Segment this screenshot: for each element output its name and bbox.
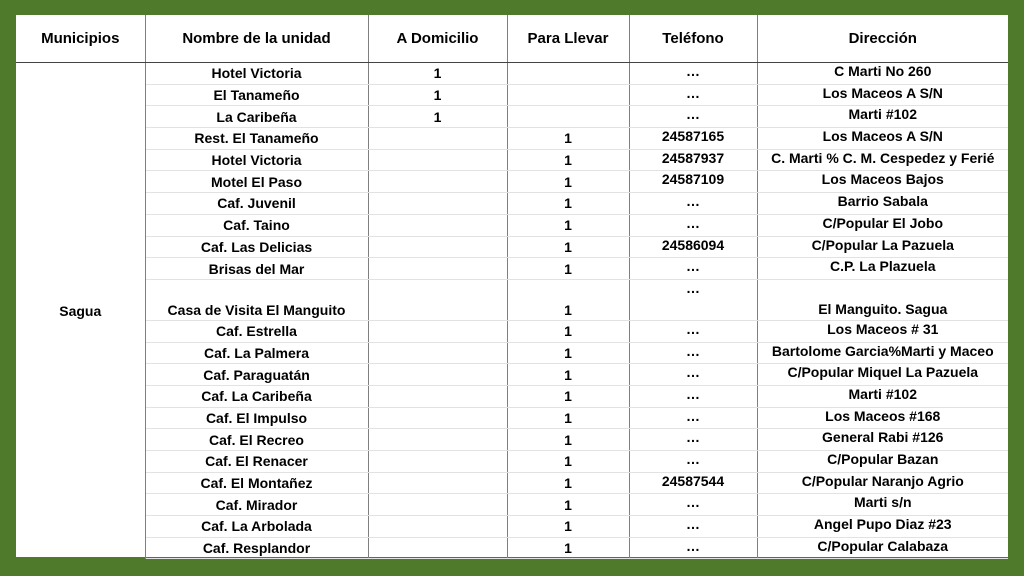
direccion-cell: El Manguito. Sagua (757, 279, 1008, 320)
domicilio-cell (368, 451, 507, 473)
domicilio-cell (368, 128, 507, 150)
table-row (16, 342, 1008, 364)
direccion-cell: Los Maceos Bajos (757, 171, 1008, 193)
nombre-cell: Caf. Estrella (145, 320, 368, 342)
table-row (16, 236, 1008, 258)
telefono-cell: … (629, 385, 757, 407)
nombre-cell: Caf. La Arbolada (145, 516, 368, 538)
header-direccion: Dirección (757, 15, 1008, 63)
domicilio-cell (368, 320, 507, 342)
telefono-cell: … (629, 193, 757, 215)
nombre-cell: La Caribeña (145, 106, 368, 128)
direccion-cell: Barrio Sabala (757, 193, 1008, 215)
table-row (16, 451, 1008, 473)
direccion-cell: Angel Pupo Diaz #23 (757, 516, 1008, 538)
direccion-cell: Bartolome Garcia%Marti y Maceo (757, 342, 1008, 364)
llevar-cell: 1 (507, 364, 629, 386)
table-row (16, 537, 1008, 559)
llevar-cell: 1 (507, 407, 629, 429)
nombre-cell: Caf. Taino (145, 214, 368, 236)
nombre-cell: Caf. Juvenil (145, 193, 368, 215)
llevar-cell: 1 (507, 320, 629, 342)
table-row (16, 472, 1008, 494)
nombre-cell: El Tanameño (145, 84, 368, 106)
direccion-cell: Los Maceos A S/N (757, 84, 1008, 106)
domicilio-cell: 1 (368, 63, 507, 85)
domicilio-cell (368, 193, 507, 215)
domicilio-cell: 1 (368, 106, 507, 128)
table-row (16, 320, 1008, 342)
table-row (16, 63, 1008, 85)
llevar-cell: 1 (507, 193, 629, 215)
table-row (16, 407, 1008, 429)
nombre-cell: Hotel Victoria (145, 63, 368, 85)
domicilio-cell (368, 516, 507, 538)
domicilio-cell (368, 429, 507, 451)
table-row (16, 171, 1008, 193)
domicilio-cell (368, 236, 507, 258)
direccion-cell: Marti #102 (757, 106, 1008, 128)
domicilio-cell: 1 (368, 84, 507, 106)
nombre-cell: Caf. La Caribeña (145, 385, 368, 407)
table-row (16, 149, 1008, 171)
direccion-cell: Marti s/n (757, 494, 1008, 516)
llevar-cell: 1 (507, 214, 629, 236)
header-llevar: Para Llevar (507, 15, 629, 63)
telefono-cell: … (629, 214, 757, 236)
llevar-cell: 1 (507, 149, 629, 171)
table-row (16, 128, 1008, 150)
direccion-cell: Los Maceos # 31 (757, 320, 1008, 342)
direccion-cell: Los Maceos #168 (757, 407, 1008, 429)
telefono-cell: … (629, 516, 757, 538)
nombre-cell: Rest. El Tanameño (145, 128, 368, 150)
telefono-cell: 24587165 (629, 128, 757, 150)
domicilio-cell (368, 407, 507, 429)
telefono-cell: … (629, 407, 757, 429)
direccion-cell: C/Popular Miquel La Pazuela (757, 364, 1008, 386)
llevar-cell: 1 (507, 342, 629, 364)
telefono-cell: … (629, 63, 757, 85)
telefono-cell: 24587937 (629, 149, 757, 171)
telefono-cell: … (629, 494, 757, 516)
llevar-cell: 1 (507, 171, 629, 193)
municipio-cell: Sagua (16, 63, 145, 559)
table-row (16, 494, 1008, 516)
domicilio-cell (368, 385, 507, 407)
nombre-cell: Caf. El Renacer (145, 451, 368, 473)
header-telefono: Teléfono (629, 15, 757, 63)
telefono-cell: 24587109 (629, 171, 757, 193)
domicilio-cell (368, 258, 507, 280)
direccion-cell: C/Popular Naranjo Agrio (757, 472, 1008, 494)
llevar-cell: 1 (507, 258, 629, 280)
nombre-cell: Caf. Mirador (145, 494, 368, 516)
domicilio-cell (368, 279, 507, 320)
llevar-cell: 1 (507, 537, 629, 559)
telefono-cell: … (629, 364, 757, 386)
nombre-cell: Caf. Resplandor (145, 537, 368, 559)
domicilio-cell (368, 342, 507, 364)
direccion-cell: C. Marti % C. M. Cespedez y Ferié (757, 149, 1008, 171)
llevar-cell: 1 (507, 236, 629, 258)
units-table (16, 15, 1008, 559)
header-nombre: Nombre de la unidad (145, 15, 368, 63)
nombre-cell: Caf. El Impulso (145, 407, 368, 429)
domicilio-cell (368, 472, 507, 494)
nombre-cell: Caf. Las Delicias (145, 236, 368, 258)
domicilio-cell (368, 364, 507, 386)
llevar-cell (507, 106, 629, 128)
header-domicilio: A Domicilio (368, 15, 507, 63)
table-row (16, 214, 1008, 236)
llevar-cell: 1 (507, 429, 629, 451)
table-row (16, 106, 1008, 128)
telefono-cell: 24587544 (629, 472, 757, 494)
telefono-cell: … (629, 258, 757, 280)
telefono-cell: … (629, 342, 757, 364)
domicilio-cell (368, 537, 507, 559)
direccion-cell: C/Popular Bazan (757, 451, 1008, 473)
header-row (16, 15, 1008, 63)
table-row (16, 385, 1008, 407)
nombre-cell: Caf. La Palmera (145, 342, 368, 364)
nombre-cell: Motel El Paso (145, 171, 368, 193)
table-row (16, 279, 1008, 320)
llevar-cell (507, 84, 629, 106)
direccion-cell: Los Maceos A S/N (757, 128, 1008, 150)
domicilio-cell (368, 149, 507, 171)
table-row (16, 429, 1008, 451)
telefono-cell: 24586094 (629, 236, 757, 258)
llevar-cell: 1 (507, 279, 629, 320)
direccion-cell: C Marti No 260 (757, 63, 1008, 85)
llevar-cell: 1 (507, 385, 629, 407)
table-row (16, 516, 1008, 538)
domicilio-cell (368, 214, 507, 236)
direccion-cell: C/Popular La Pazuela (757, 236, 1008, 258)
domicilio-cell (368, 171, 507, 193)
telefono-cell: … (629, 451, 757, 473)
nombre-cell: Caf. El Recreo (145, 429, 368, 451)
telefono-cell: … (629, 429, 757, 451)
direccion-cell: Marti #102 (757, 385, 1008, 407)
table-row (16, 364, 1008, 386)
telefono-cell: … (629, 84, 757, 106)
direccion-cell: C/Popular Calabaza (757, 537, 1008, 559)
nombre-cell: Brisas del Mar (145, 258, 368, 280)
llevar-cell: 1 (507, 494, 629, 516)
domicilio-cell (368, 494, 507, 516)
telefono-cell: … (629, 537, 757, 559)
direccion-cell: C/Popular El Jobo (757, 214, 1008, 236)
nombre-cell: Hotel Victoria (145, 149, 368, 171)
llevar-cell (507, 63, 629, 85)
nombre-cell: Casa de Visita El Manguito (145, 279, 368, 320)
header-municipios: Municipios (16, 15, 145, 63)
llevar-cell: 1 (507, 128, 629, 150)
telefono-cell: … (629, 279, 757, 320)
telefono-cell: … (629, 106, 757, 128)
table-sheet (16, 15, 1008, 557)
nombre-cell: Caf. El Montañez (145, 472, 368, 494)
table-row (16, 84, 1008, 106)
table-row (16, 193, 1008, 215)
nombre-cell: Caf. Paraguatán (145, 364, 368, 386)
table-row (16, 258, 1008, 280)
direccion-cell: C.P. La Plazuela (757, 258, 1008, 280)
llevar-cell: 1 (507, 472, 629, 494)
direccion-cell: General Rabi #126 (757, 429, 1008, 451)
llevar-cell: 1 (507, 516, 629, 538)
telefono-cell: … (629, 320, 757, 342)
table-body (16, 63, 1008, 559)
llevar-cell: 1 (507, 451, 629, 473)
